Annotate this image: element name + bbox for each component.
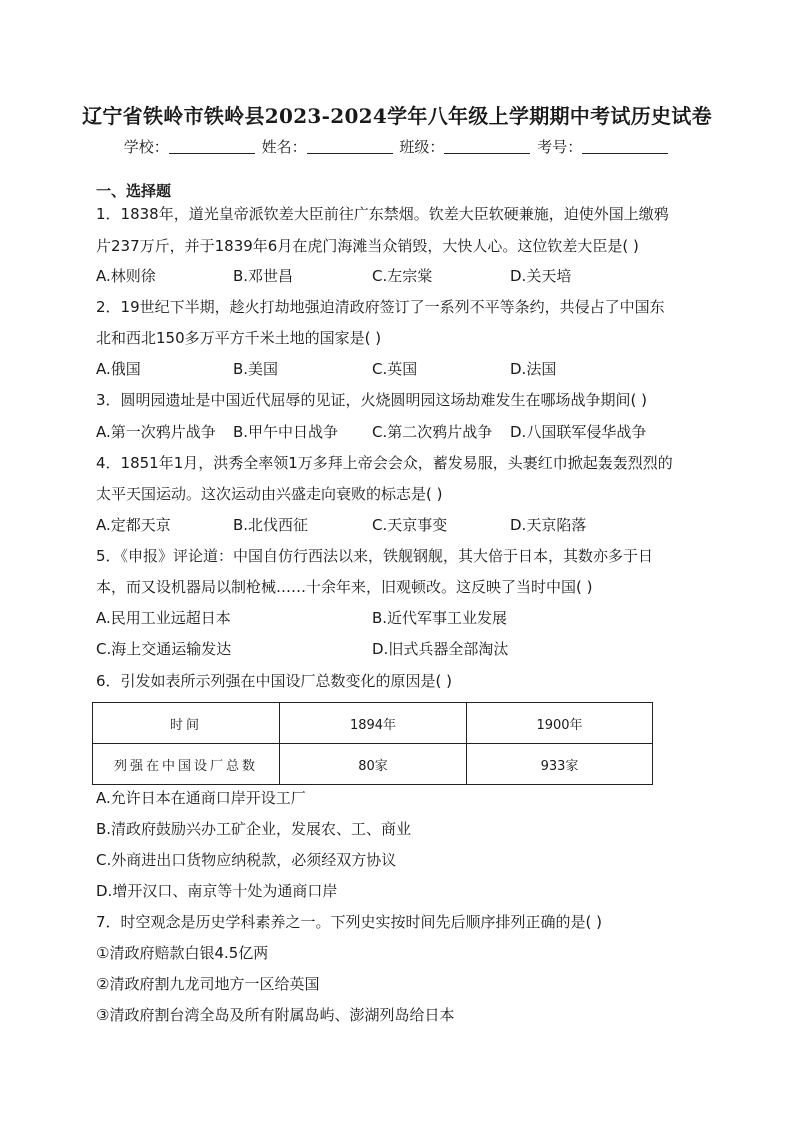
q6-option-b: B.清政府鼓励兴办工矿企业，发展农、工、商业 [96,820,412,838]
q3-option-d: D.八国联军侵华战争 [510,423,647,441]
q2-option-b: B.美国 [233,360,279,378]
question-1-line-1: 1．1838年，道光皇帝派钦差大臣前往广东禁烟。钦差大臣软硬兼施，迫使外国上缴鸦 [96,205,669,223]
q3-option-a: A.第一次鸦片战争 [96,423,216,441]
q6-option-c: C.外商进出口货物应纳税款，必须经双方协议 [96,851,397,869]
q3-option-c: C.第二次鸦片战争 [372,423,493,441]
q1-option-d: D.关天培 [510,267,572,285]
class-label: 班级： [399,138,445,156]
table-cell: 933家 [467,744,653,785]
q7-item-3: ③清政府割台湾全岛及所有附属岛屿、澎湖列岛给日本 [96,1006,455,1024]
name-blank[interactable] [307,139,393,154]
question-3-line-1: 3．圆明园遗址是中国近代屈辱的见证，火烧圆明园这场劫难发生在哪场战争期间( ) [96,391,648,409]
q6-option-a: A.允许日本在通商口岸开设工厂 [96,789,306,807]
q1-option-b: B.邓世昌 [233,267,294,285]
question-4-line-1: 4．1851年1月，洪秀全率领1万多拜上帝会会众，蓄发易服，头裹红巾掀起轰轰烈烈的 [96,454,673,472]
question-1-line-2: 片237万斤，并于1839年6月在虎门海滩当众销毁，大快人心。这位钦差大臣是( ) [96,237,639,255]
question-2-line-1: 2．19世纪下半期，趁火打劫地强迫清政府签订了一系列不平等条约，共侵占了中国东 [96,298,665,316]
q5-option-c: C.海上交通运输发达 [96,640,232,658]
q2-option-d: D.法国 [510,360,557,378]
question-6-line-1: 6．引发如表所示列强在中国设厂总数变化的原因是( ) [96,672,453,690]
factory-count-table [92,702,653,785]
class-blank[interactable] [444,139,530,154]
q2-option-a: A.俄国 [96,360,141,378]
q4-option-a: A.定都天京 [96,516,171,534]
table-header-row [93,703,653,744]
number-label: 考号： [537,138,583,156]
question-4-line-2: 太平天国运动。这次运动由兴盛走向衰败的标志是( ) [96,485,443,503]
q5-option-b: B.近代军事工业发展 [372,609,508,627]
q3-option-b: B.甲午中日战争 [233,423,339,441]
question-5-line-2: 本，而又设机器局以制枪械……十余年来，旧观顿改。这反映了当时中国( ) [96,578,593,596]
q4-option-b: B.北伐西征 [233,516,309,534]
name-label: 姓名： [261,138,307,156]
school-label: 学校： [123,138,169,156]
table-cell: 1894年 [280,703,467,744]
q5-option-d: D.旧式兵器全部淘汰 [372,640,509,658]
q7-item-1: ①清政府赔款白银4.5亿两 [96,944,269,962]
table-row [93,744,653,785]
section-heading: 一、选择题 [96,182,172,200]
q1-option-c: C.左宗棠 [372,267,433,285]
student-info-row [0,136,794,157]
q4-option-c: C.天京事变 [372,516,448,534]
question-2-line-2: 北和西北150多万平方千米土地的国家是( ) [96,329,382,347]
number-blank[interactable] [582,139,668,154]
q4-option-d: D.天京陷落 [510,516,587,534]
question-5-line-1: 5．《申报》评论道：中国自仿行西法以来，铁舰钢舰，其大倍于日本，其数亦多于日 [96,547,654,565]
question-7-line-1: 7．时空观念是历史学科素养之一。下列史实按时间先后顺序排列正确的是( ) [96,913,603,931]
table-cell: 时间 [93,703,280,744]
table-cell: 80家 [280,744,467,785]
q7-item-2: ②清政府割九龙司地方一区给英国 [96,975,320,993]
q2-option-c: C.英国 [372,360,418,378]
school-blank[interactable] [169,139,255,154]
q5-option-a: A.民用工业远超日本 [96,609,231,627]
table-cell: 列强在中国设厂总数 [93,744,280,785]
exam-title: 辽宁省铁岭市铁岭县2023-2024学年八年级上学期期中考试历史试卷 [82,104,712,128]
q6-option-d: D.增开汉口、南京等十处为通商口岸 [96,882,338,900]
table-cell: 1900年 [467,703,653,744]
q1-option-a: A.林则徐 [96,267,156,285]
